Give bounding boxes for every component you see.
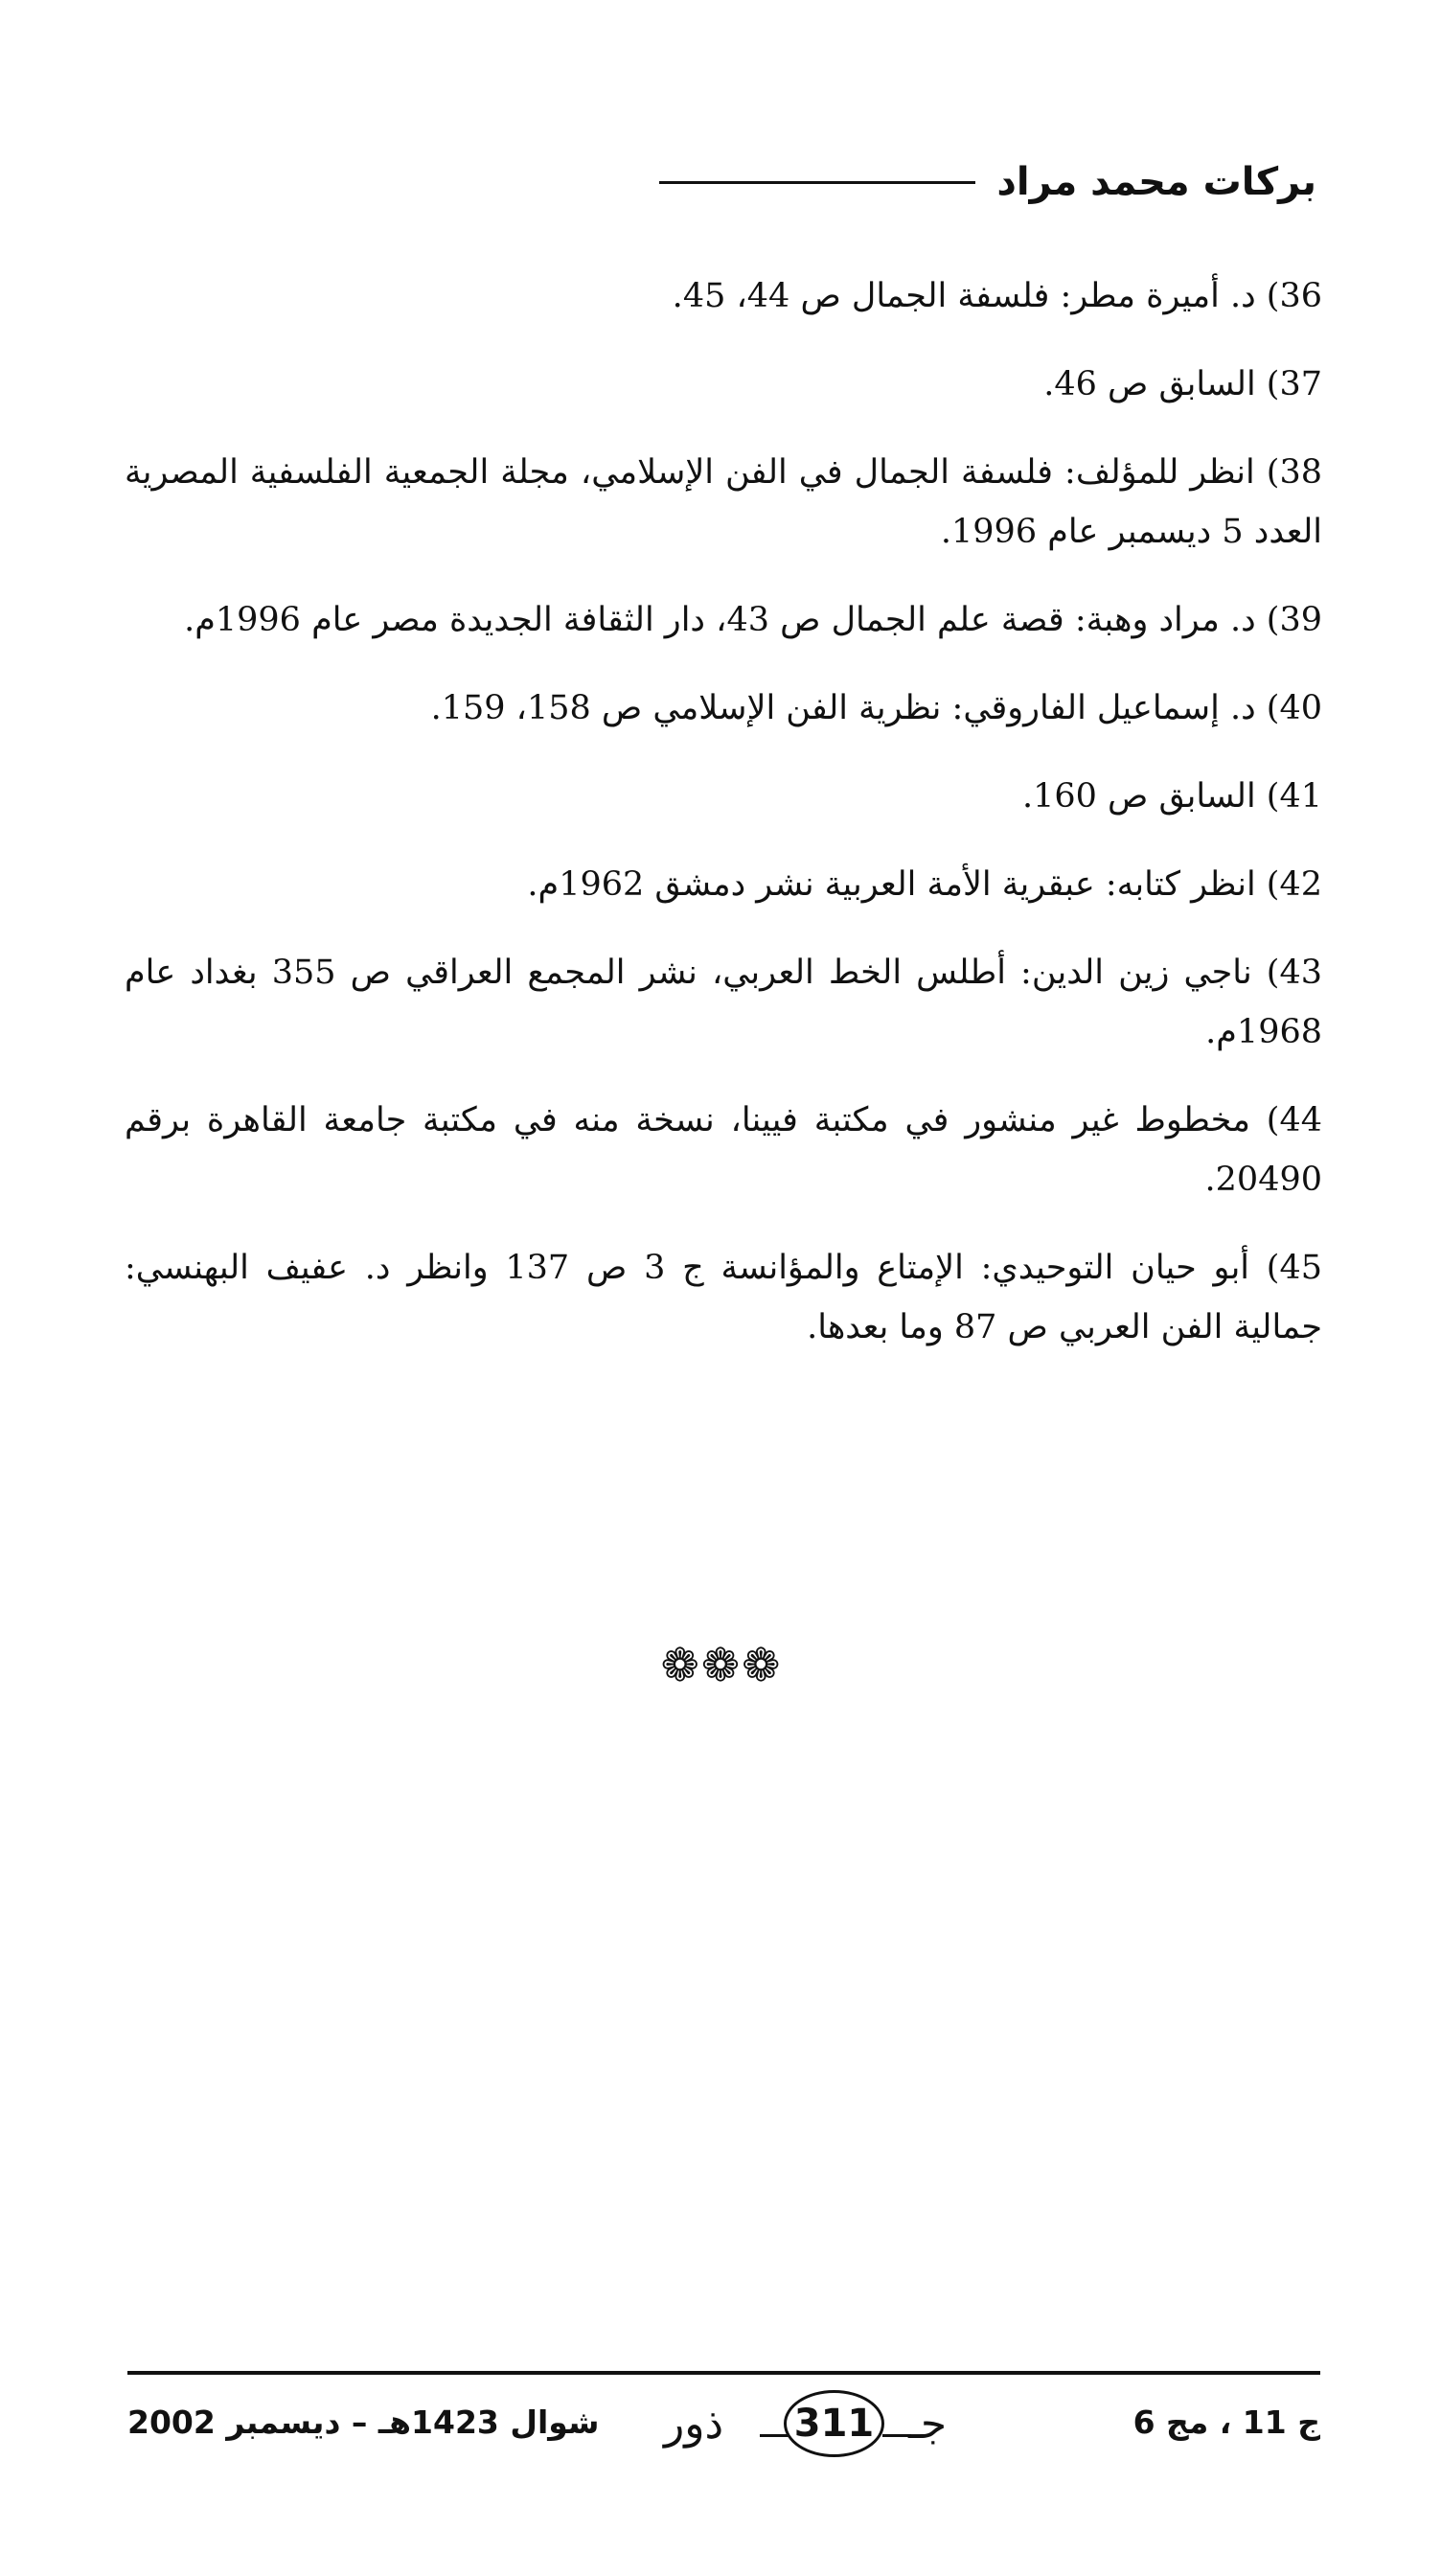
endnotes-list bbox=[125, 266, 1322, 1386]
endnote-45: 45) أبو حيان التوحيدي: الإمتاع والمؤانسة ج 3 ص 137 وانظر د. عفيف البهنسي: جمالية الفن العربي ص 87 وما بعدها. bbox=[125, 1249, 1322, 1346]
running-header bbox=[167, 144, 1316, 220]
journal-name-right: جـ bbox=[908, 2400, 948, 2449]
endnote-39: 39) د. مراد وهبة: قصة علم الجمال ص 43، دار الثقافة الجديدة مصر عام 1996م. bbox=[184, 601, 1322, 639]
endnote-41: 41) السابق ص 160. bbox=[1021, 777, 1322, 816]
endnote-43: 43) ناجي زين الدين: أطلس الخط العربي، نشر المجمع العراقي ص 355 بغداد عام 1968م. bbox=[125, 954, 1322, 1051]
journal-masthead bbox=[664, 2388, 1066, 2465]
flower-icon: ❁ bbox=[700, 1639, 741, 1692]
section-end-ornament bbox=[625, 1639, 816, 1692]
page-number: 311 bbox=[784, 2390, 884, 2457]
endnote-40: 40) د. إسماعيل الفاروقي: نظرية الفن الإسلامي ص 158، 159. bbox=[430, 689, 1322, 727]
flower-icon: ❁ bbox=[660, 1639, 699, 1692]
flower-icon: ❁ bbox=[742, 1639, 781, 1692]
endnote-44: 44) مخطوط غير منشور في مكتبة فيينا، نسخة منه في مكتبة جامعة القاهرة برقم 20490. bbox=[125, 1101, 1322, 1199]
endnote-38: 38) انظر للمؤلف: فلسفة الجمال في الفن الإسلامي، مجلة الجمعية الفلسفية المصرية العدد 5 ديسمبر عام 1996. bbox=[125, 453, 1322, 551]
footer-rule bbox=[127, 2371, 1320, 2375]
header-rule bbox=[659, 181, 975, 184]
page-footer bbox=[127, 2388, 1320, 2474]
endnote-37: 37) السابق ص 46. bbox=[1043, 365, 1322, 403]
endnote-42: 42) انظر كتابه: عبقرية الأمة العربية نشر دمشق 1962م. bbox=[527, 865, 1322, 904]
issue-date: شوال 1423هـ – ديسمبر 2002 bbox=[127, 2404, 600, 2441]
masthead-rule-right bbox=[882, 2434, 911, 2437]
journal-name-left: ذور bbox=[664, 2400, 724, 2449]
endnote-36: 36) د. أميرة مطر: فلسفة الجمال ص 44، 45. bbox=[672, 277, 1322, 315]
volume-issue: ج 11 ، مج 6 bbox=[1132, 2404, 1320, 2441]
author-name: بركات محمد مراد bbox=[996, 160, 1316, 204]
masthead-rule-left bbox=[760, 2434, 789, 2437]
